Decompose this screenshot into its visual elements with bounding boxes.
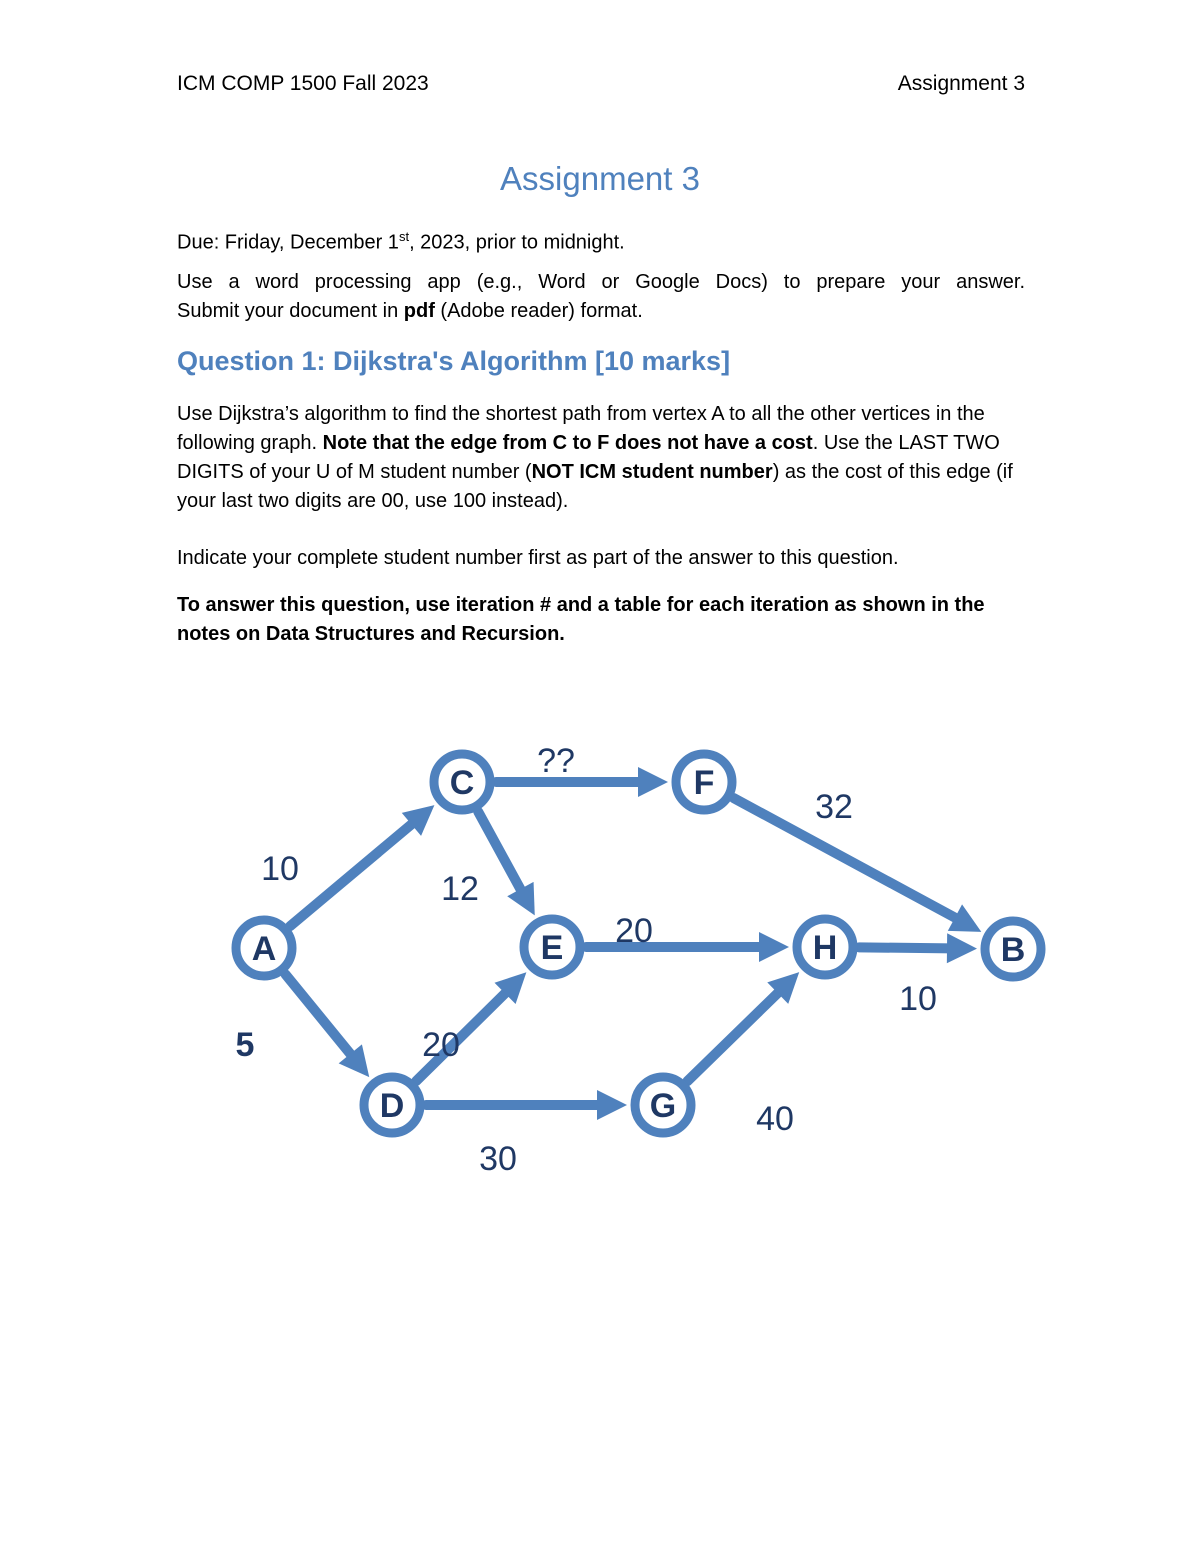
instructions-line-1: Use a word processing app (e.g., Word or Google Docs) to prepare your answer. bbox=[177, 271, 1025, 293]
edge-D-G bbox=[426, 1090, 627, 1120]
edge-cost-E-H: 20 bbox=[615, 912, 653, 950]
document-title: Assignment 3 bbox=[500, 160, 700, 197]
edge-cost-G-H: 40 bbox=[756, 1100, 794, 1138]
edge-line-G-H bbox=[687, 990, 780, 1081]
edge-line-A-D bbox=[285, 974, 352, 1057]
arrowhead-E-H bbox=[759, 932, 789, 962]
vertex-label-A: A bbox=[251, 930, 277, 968]
instructions bbox=[177, 268, 1025, 326]
vertex-label-F: F bbox=[693, 764, 715, 802]
question-1-answer-format: To answer this question, use iteration # and a table for each iteration as shown in the notes on Data Structures and Recursion. bbox=[177, 594, 985, 645]
vertex-label-G: G bbox=[649, 1087, 677, 1125]
edge-G-H bbox=[687, 972, 799, 1081]
question-1-student-number-note: Indicate your complete student number first as part of the answer to this question. bbox=[177, 547, 899, 569]
vertex-G bbox=[635, 1077, 691, 1133]
edge-cost-D-G: 30 bbox=[479, 1140, 517, 1178]
question-1-heading: Question 1: Dijkstra's Algorithm [10 marks] bbox=[177, 346, 731, 376]
vertex-label-C: C bbox=[449, 764, 475, 802]
arrowhead-H-B bbox=[947, 933, 977, 963]
edge-cost-H-B: 10 bbox=[899, 980, 937, 1018]
vertex-C bbox=[434, 754, 490, 810]
vertex-E bbox=[524, 919, 580, 975]
edge-cost-A-D: 5 bbox=[235, 1026, 255, 1064]
vertex-B bbox=[985, 921, 1041, 977]
page-header bbox=[177, 72, 1025, 102]
vertex-F bbox=[676, 754, 732, 810]
arrowhead-D-G bbox=[597, 1090, 627, 1120]
vertex-D bbox=[364, 1077, 420, 1133]
vertex-label-H: H bbox=[812, 929, 838, 967]
edge-C-E bbox=[478, 812, 534, 916]
weighted-directed-graph bbox=[0, 700, 1200, 1180]
edge-A-D bbox=[285, 974, 369, 1077]
edge-cost-D-E: 20 bbox=[422, 1026, 460, 1064]
edge-cost-A-C: 10 bbox=[261, 850, 299, 888]
instructions-line-2: Submit your document in pdf (Adobe reader) format. bbox=[177, 300, 643, 322]
vertex-label-D: D bbox=[379, 1087, 405, 1125]
question-1-body: Use Dijkstra’s algorithm to find the shortest path from vertex A to all the other vertices in the following graph. Note that the edge from C to F does not have a cost. Use the LAST TWO DIGITS of your U of M student number (NOT ICM student number) as the cost of this edge (if your last two digits are 00, use 100 instead). bbox=[177, 403, 1013, 512]
edge-cost-F-B: 32 bbox=[815, 788, 853, 826]
assignment-header: Assignment 3 bbox=[897, 72, 1025, 95]
vertex-label-B: B bbox=[1000, 931, 1026, 969]
edge-cost-C-E: 12 bbox=[441, 870, 479, 908]
due-date: Due: Friday, December 1st, 2023, prior to midnight. bbox=[177, 229, 625, 254]
course-header: ICM COMP 1500 Fall 2023 bbox=[177, 72, 429, 95]
edge-line-H-B bbox=[859, 947, 951, 948]
edge-A-C bbox=[290, 805, 434, 926]
vertex-H bbox=[797, 919, 853, 975]
edge-cost-C-F: ?? bbox=[537, 742, 575, 780]
vertex-A bbox=[236, 920, 292, 976]
vertex-label-E: E bbox=[540, 929, 564, 967]
edge-line-A-C bbox=[290, 822, 414, 926]
edge-line-C-E bbox=[478, 812, 522, 893]
arrowhead-C-F bbox=[638, 767, 668, 797]
edge-C-F bbox=[496, 767, 668, 797]
edge-F-B bbox=[734, 798, 981, 932]
edge-H-B bbox=[859, 933, 977, 963]
